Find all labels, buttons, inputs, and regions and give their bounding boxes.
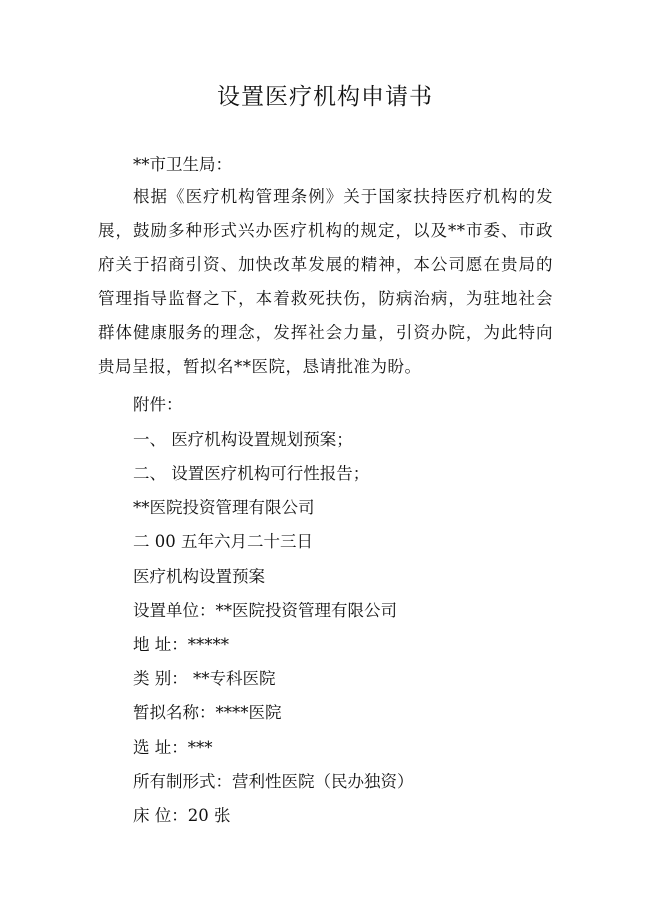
- attachment-item-2: 二、 设置医疗机构可行性报告；: [133, 464, 370, 483]
- address-line: 地 址：*****: [133, 635, 229, 654]
- document-title: 设置医疗机构申请书: [217, 84, 433, 110]
- signature-date: 二 00 五年六月二十三日: [133, 532, 313, 551]
- beds-line: 床 位：20 张: [133, 806, 231, 825]
- attachment-item-1: 一、 医疗机构设置规划预案；: [133, 430, 353, 449]
- ownership-line: 所有制形式：营利性医院（民办独资）: [133, 772, 414, 791]
- salutation: **市卫生局：: [133, 155, 232, 174]
- site-line: 选 址：***: [133, 738, 213, 757]
- attachments-label: 附件：: [133, 395, 183, 414]
- setup-unit: 设置单位：**医院投资管理有限公司: [133, 601, 397, 620]
- plan-title: 医疗机构设置预案: [133, 567, 265, 586]
- signature-company: **医院投资管理有限公司: [133, 498, 315, 517]
- body-paragraph: 根据《医疗机构管理条例》关于国家扶持医疗机构的发展，鼓励多种形式兴办医疗机构的规定，以及**市委、市政府关于招商引资、加快改革发展的精神，本公司愿在贵局的管理指导监督之下，本着救死扶伤，防病治病，为驻地社会群体健康服务的理念，发挥社会力量，引资办院，为此特向贵局呈报，暂拟名**医院，恳请批准为盼。: [98, 187, 553, 376]
- category-line: 类 别： **专科医院: [133, 669, 276, 688]
- tentative-name-line: 暂拟名称：****医院: [133, 703, 282, 722]
